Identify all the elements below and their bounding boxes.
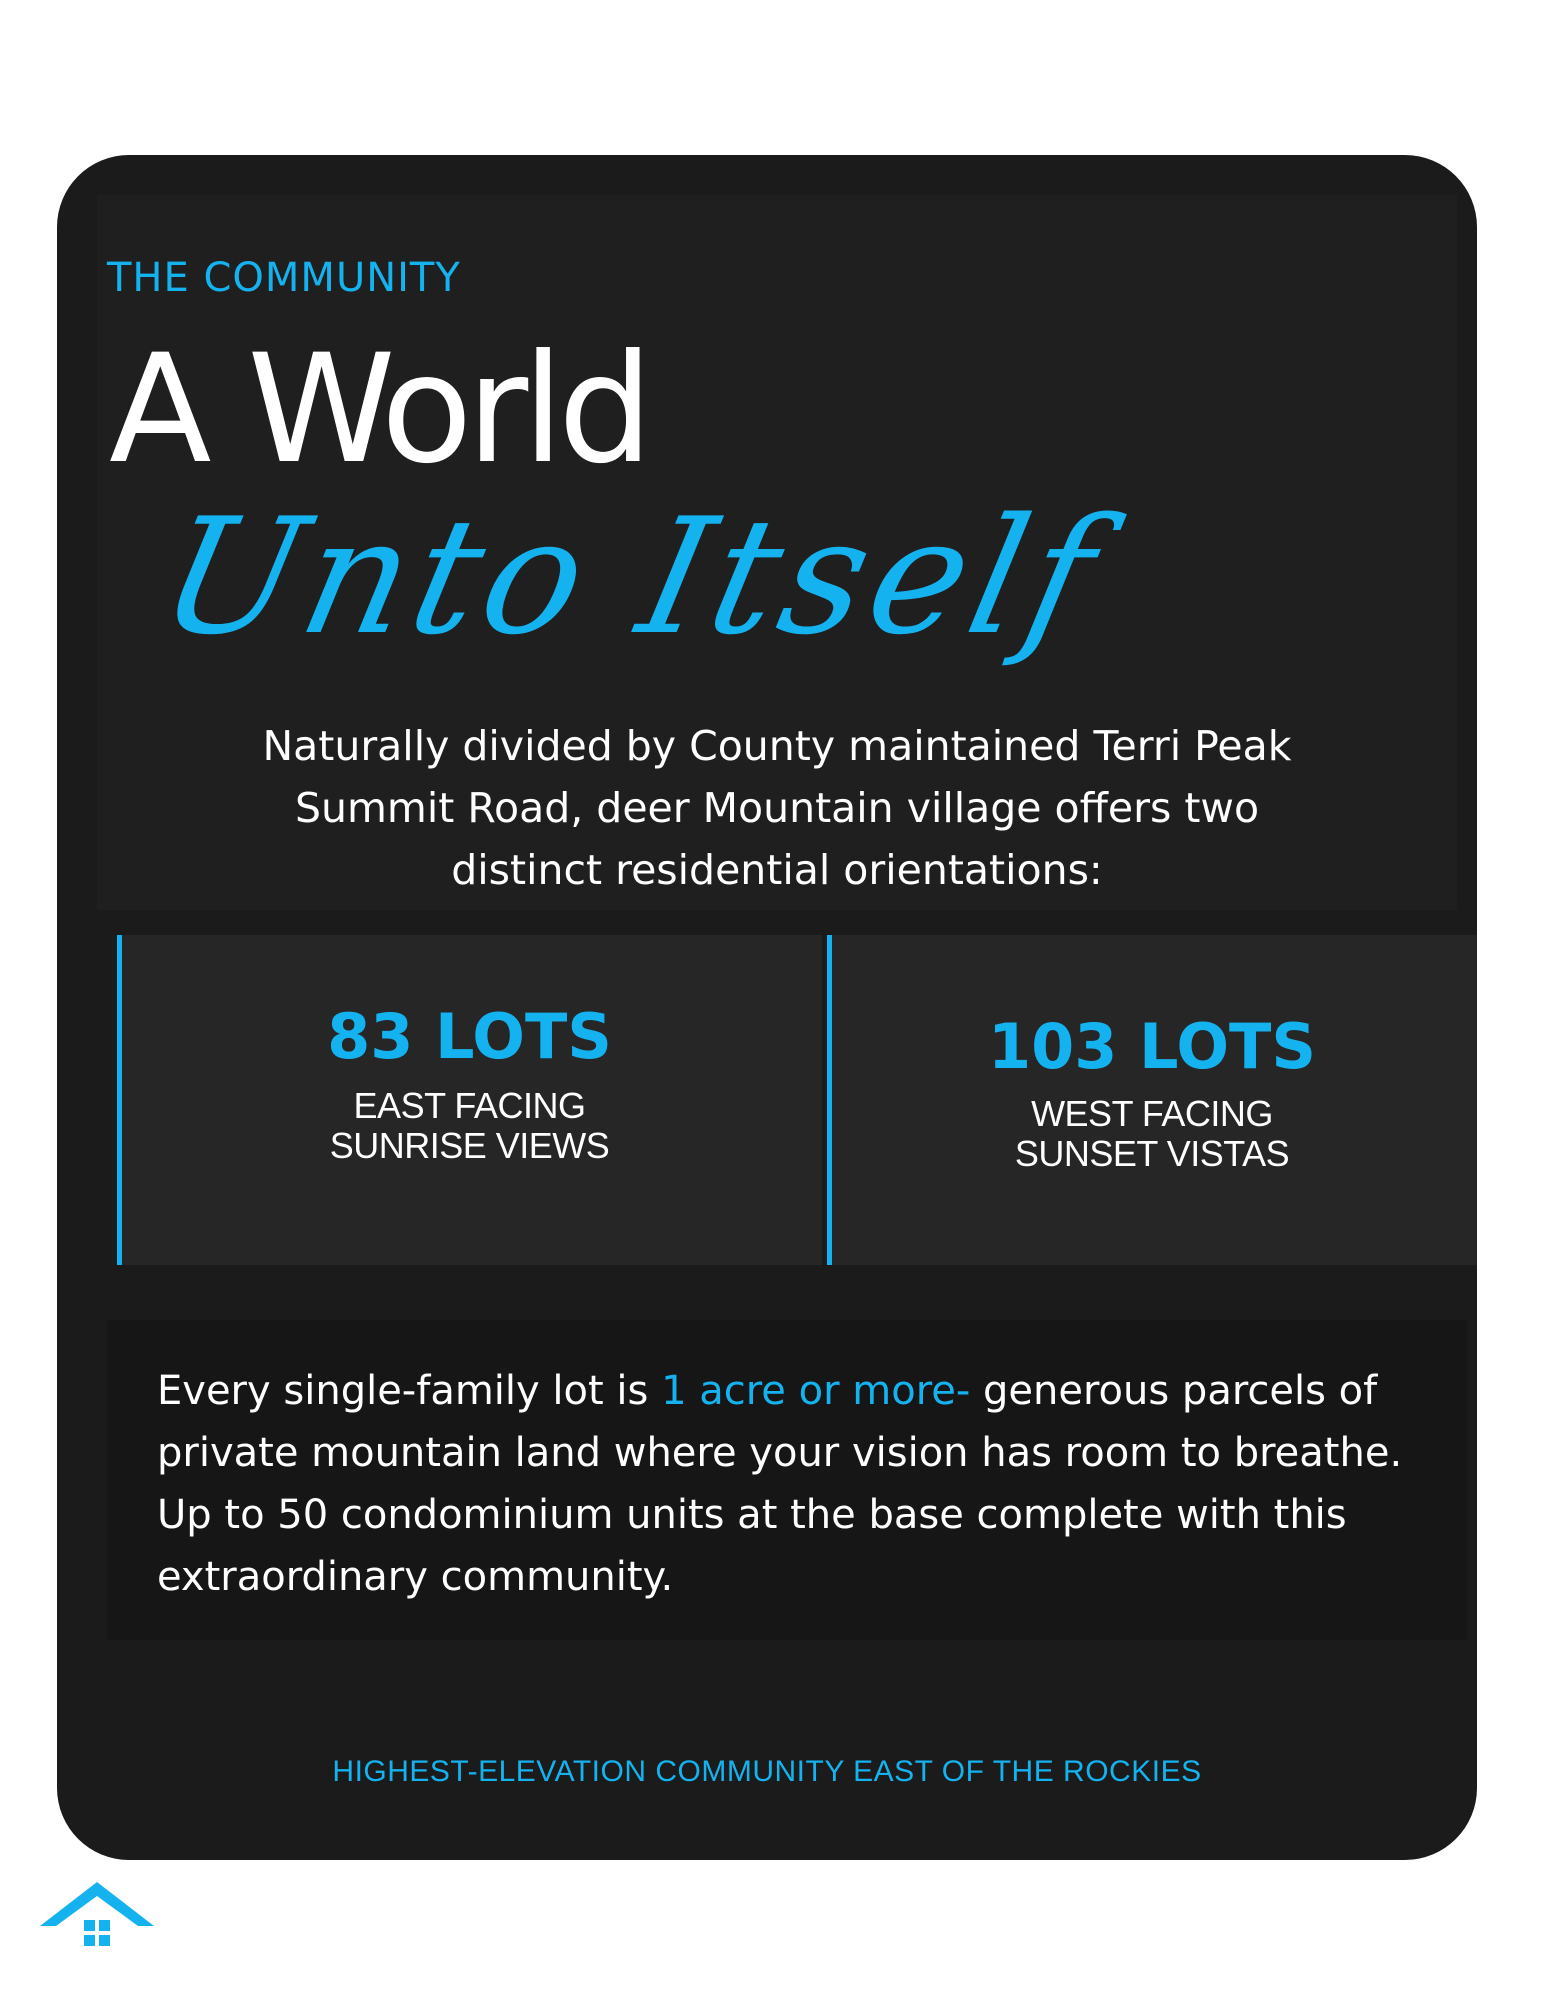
- stat-label: SUNRISE VIEWS: [329, 1125, 610, 1166]
- stat-label: WEST FACING: [1031, 1093, 1273, 1134]
- details-highlight: 1 acre or more-: [661, 1368, 971, 1414]
- intro-line: Naturally divided by County maintained Terri Peak: [262, 722, 1292, 770]
- intro-line: distinct residential orientations:: [451, 846, 1103, 894]
- intro-line: Summit Road, deer Mountain village offers two: [294, 784, 1260, 832]
- details-paragraph: [157, 1360, 1437, 1608]
- stat-count: 103 LOTS: [988, 1010, 1316, 1083]
- stat-west-lots: [827, 935, 1477, 1265]
- stat-count: 83 LOTS: [327, 1000, 612, 1073]
- stat-label: EAST FACING: [353, 1085, 586, 1126]
- stat-label: SUNSET VISTAS: [1014, 1133, 1290, 1174]
- headline: A World: [109, 323, 648, 497]
- intro-paragraph: [157, 715, 1397, 901]
- details-text: generous parcels of private mountain land where your vision has room to breathe. Up to 50 condominium units at the base complete with this extraordinary community.: [157, 1368, 1403, 1600]
- stat-east-lots: [117, 935, 822, 1265]
- headline-script: Unto Itself: [146, 483, 1116, 670]
- details-text: Every single-family lot is: [157, 1368, 662, 1414]
- community-card: [57, 155, 1477, 1860]
- details-panel: [107, 1320, 1467, 1640]
- section-eyebrow: THE COMMUNITY: [107, 255, 461, 301]
- footer-tagline: HIGHEST-ELEVATION COMMUNITY EAST OF THE ROCKIES: [332, 1755, 1202, 1788]
- lot-stats: [117, 935, 1477, 1265]
- house-roof-logo-icon: [38, 1880, 156, 1952]
